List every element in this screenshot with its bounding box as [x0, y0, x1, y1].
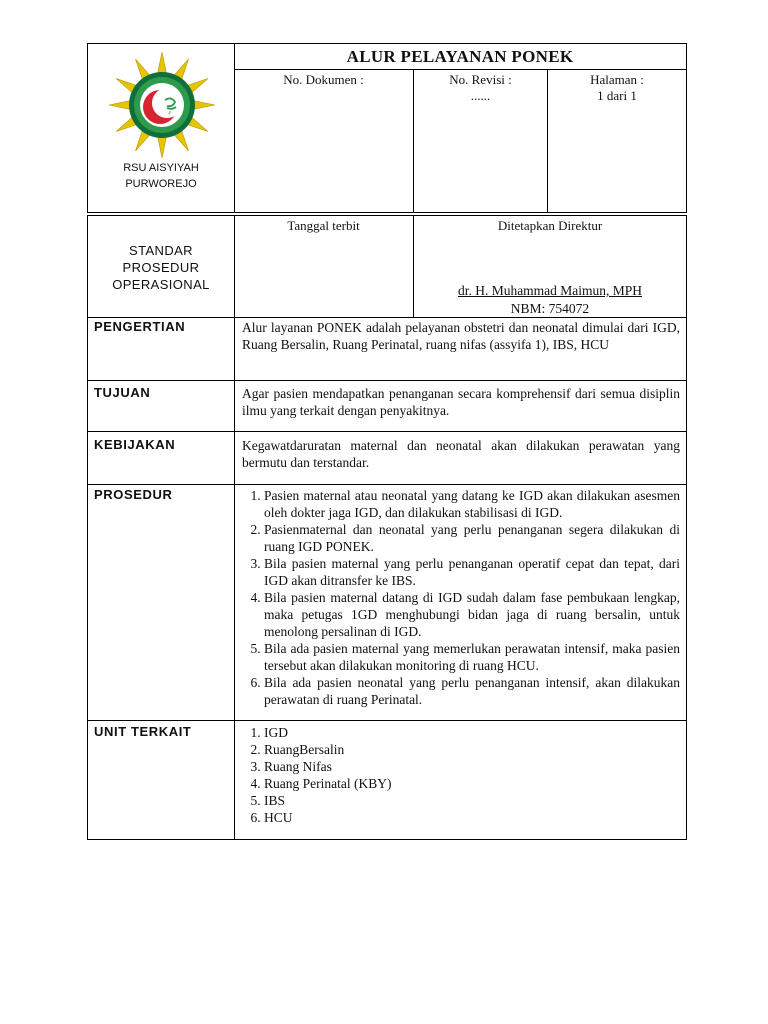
list-item: 1. Pasien maternal atau neonatal yang datang ke IGD akan dilakukan asesmen oleh dokter jaga IGD, dan dilakukan stabilisasi di IGD.	[264, 487, 680, 521]
prosedur-label: PROSEDUR	[94, 487, 173, 502]
sop-line-3: OPERASIONAL	[112, 277, 210, 292]
muhammadiyah-sun-logo-icon	[107, 50, 217, 160]
list-item: 5. Bila ada pasien maternal yang memerlukan perawatan intensif, maka pasien tersebut akan dilakukan monitoring di ruang HCU.	[264, 640, 680, 674]
logo-cell	[88, 44, 235, 212]
list-item: 6. HCU	[264, 809, 680, 826]
divider	[88, 380, 686, 381]
director-nbm: NBM: 754072	[510, 301, 590, 316]
sun-ray	[157, 135, 167, 158]
issue-date-label: Tanggal terbit	[287, 218, 360, 233]
unit-terkait-list	[242, 724, 680, 826]
doc-number-label: No. Dokumen :	[283, 72, 364, 87]
list-item: 2. Pasienmaternal dan neonatal yang perlu penanganan segera dilakukan di ruang IGD PONEK.	[264, 521, 680, 555]
list-item: 4. Ruang Perinatal (KBY)	[264, 775, 680, 792]
page-label: Halaman :	[590, 72, 644, 87]
list-item: 1. IGD	[264, 724, 680, 741]
org-line-2: PURWOREJO	[125, 178, 197, 190]
sop-body	[87, 215, 687, 840]
org-line-1: RSU AISYIYAH	[123, 162, 199, 174]
document-header	[87, 43, 687, 213]
tujuan-label: TUJUAN	[94, 385, 151, 400]
unit-terkait-label: UNIT TERKAIT	[94, 724, 192, 739]
pengertian-label: PENGERTIAN	[94, 319, 186, 334]
organization-name	[88, 160, 234, 192]
list-item: 4. Bila pasien maternal datang di IGD sudah dalam fase pembukaan lengkap, maka petugas 1GD menghubungi bidan jaga di ruang bersalin, untuk menolong persalinan di IGD.	[264, 589, 680, 640]
prosedur-steps	[242, 487, 680, 708]
pengertian-text: Alur layanan PONEK adalah pelayanan obstetri dan neonatal dimulai dari IGD, Ruang Bersalin, Ruang Perinatal, ruang nifas (assyifa 1), IBS, HCU	[242, 320, 680, 352]
revision-label: No. Revisi :	[449, 72, 512, 87]
issue-date-cell	[234, 216, 414, 317]
approval-cell	[414, 216, 686, 317]
tujuan-text: Agar pasien mendapatkan penanganan secara komprehensif dari semua disiplin ilmu yang terkait dengan penyakitnya.	[242, 386, 680, 418]
divider	[88, 317, 686, 318]
document-title: ALUR PELAYANAN PONEK	[234, 44, 686, 70]
list-item: 6. Bila ada pasien neonatal yang perlu penanganan intensif, akan dilakukan perawatan di ruang Perinatal.	[264, 674, 680, 708]
list-item: 2. RuangBersalin	[264, 741, 680, 758]
sop-line-1: STANDAR	[129, 243, 193, 258]
list-item: 3. Ruang Nifas	[264, 758, 680, 775]
sop-label	[88, 242, 234, 293]
list-item: 3. Bila pasien maternal yang perlu penanganan operatif cepat dan tepat, dari IGD akan ditransfer ke IBS.	[264, 555, 680, 589]
approved-by-label: Ditetapkan Direktur	[497, 218, 603, 233]
sun-ray	[157, 52, 167, 75]
label-column	[88, 216, 235, 839]
doc-number-cell	[234, 69, 414, 212]
sun-ray	[192, 100, 215, 110]
page-cell	[548, 69, 686, 212]
unit-list-container	[242, 724, 680, 826]
divider	[88, 720, 686, 721]
svg-text:ﻋ: ﻋ	[168, 109, 172, 116]
sun-ray	[109, 100, 132, 110]
list-item: 5. IBS	[264, 792, 680, 809]
prosedur-list-container	[242, 487, 680, 708]
sop-line-2: PROSEDUR	[122, 260, 200, 275]
kebijakan-text: Kegawatdaruratan maternal dan neonatal akan dilakukan perawatan yang bermutu dan terstandar.	[242, 438, 680, 470]
revision-cell	[414, 69, 548, 212]
divider	[88, 431, 686, 432]
revision-value: ......	[470, 88, 491, 103]
kebijakan-label: KEBIJAKAN	[94, 437, 176, 452]
page-value: 1 dari 1	[597, 88, 637, 103]
divider	[88, 484, 686, 485]
director-name: dr. H. Muhammad Maimun, MPH	[457, 283, 643, 298]
